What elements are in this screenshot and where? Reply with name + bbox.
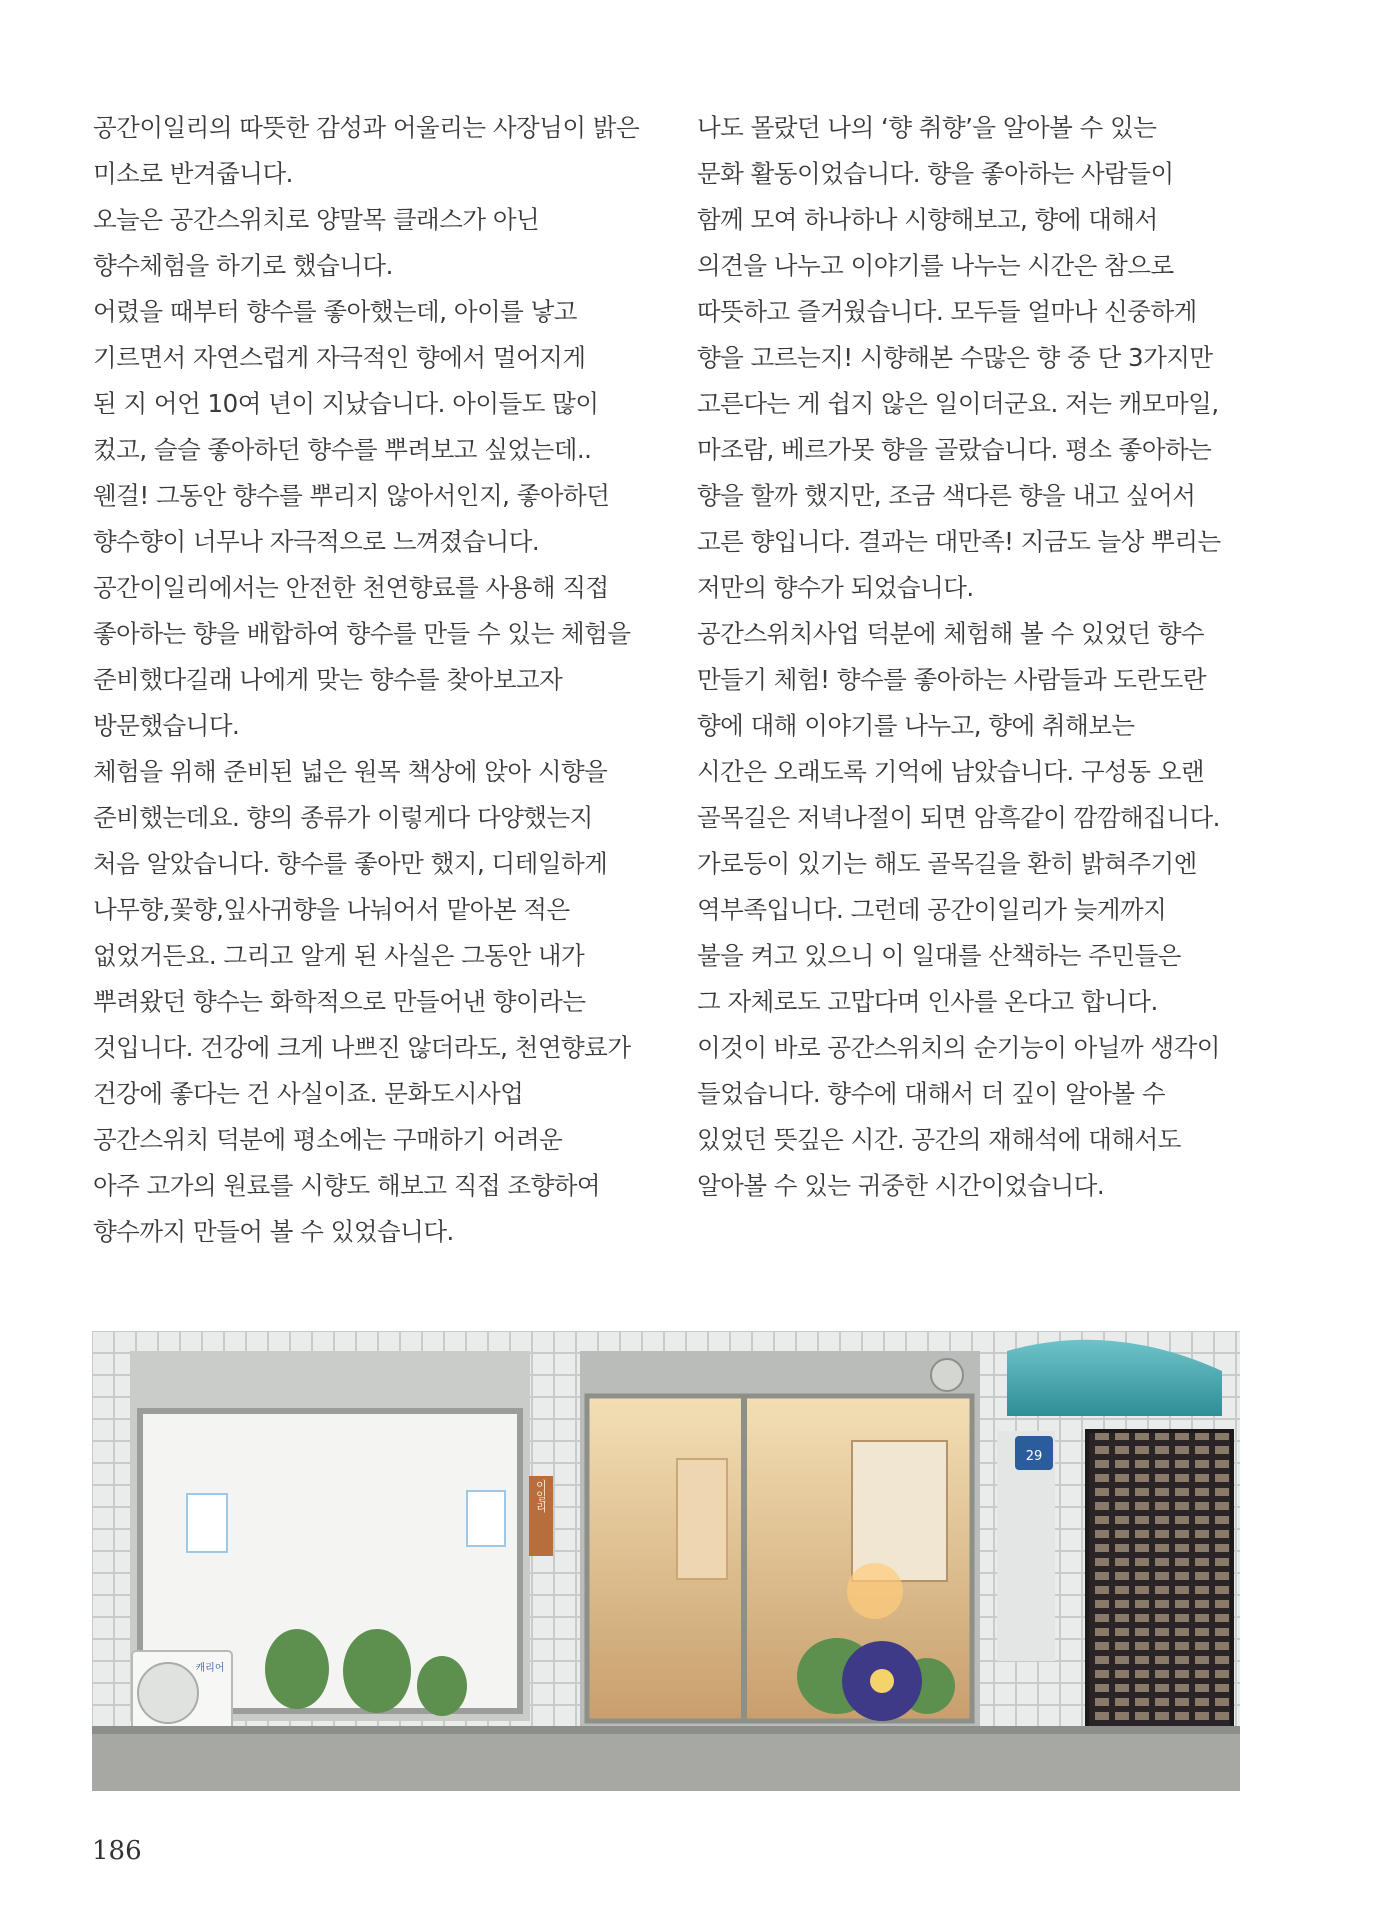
text-line: 좋아하는 향을 배합하여 향수를 만들 수 있는 체험을 [93,619,631,648]
text-line: 고른다는 게 쉽지 않은 일이더군요. 저는 캐모마일, [697,389,1219,418]
text-line: 준비했는데요. 향의 종류가 이렇게다 다양했는지 [93,803,593,832]
text-line: 이것이 바로 공간스위치의 순기능이 아닐까 생각이 [697,1033,1220,1062]
text-line: 골목길은 저녁나절이 되면 암흑같이 깜깜해집니다. [697,803,1220,832]
text-line: 향수까지 만들어 볼 수 있었습니다. [93,1217,454,1246]
text-line: 의견을 나누고 이야기를 나누는 시간은 참으로 [697,251,1174,280]
text-line: 체험을 위해 준비된 넓은 원목 책상에 앉아 시향을 [93,757,608,786]
text-line: 향수체험을 하기로 했습니다. [93,251,393,280]
text-line: 컸고, 슬슬 좋아하던 향수를 뿌려보고 싶었는데.. [93,435,592,464]
text-line: 역부족입니다. 그런데 공간이일리가 늦게까지 [697,895,1167,924]
text-line: 나무향,꽃향,잎사귀향을 나눠어서 맡아본 적은 [93,895,570,924]
storefront-photo [92,1331,1240,1791]
text-line: 향을 고르는지! 시향해본 수많은 향 중 단 3가지만 [697,343,1213,372]
text-line: 어렸을 때부터 향수를 좋아했는데, 아이를 낳고 [93,297,577,326]
text-line: 준비했다길래 나에게 맞는 향수를 찾아보고자 [93,665,563,694]
text-line: 함께 모여 하나하나 시향해보고, 향에 대해서 [697,205,1158,234]
house-number: 29 [1025,1449,1043,1464]
text-line: 된 지 어언 10여 년이 지났습니다. 아이들도 많이 [93,389,599,418]
text-line: 오늘은 공간스위치로 양말목 클래스가 아닌 [93,205,540,234]
text-line: 나도 몰랐던 나의 ‘향 취향’을 알아볼 수 있는 [697,113,1157,142]
text-line: 향에 대해 이야기를 나누고, 향에 취해보는 [697,711,1135,740]
text-line: 미소로 반겨줍니다. [93,159,293,188]
text-line: 저만의 향수가 되었습니다. [697,573,974,602]
text-line: 시간은 오래도록 기억에 남았습니다. 구성동 오랜 [697,757,1205,786]
text-line: 처음 알았습니다. 향수를 좋아만 했지, 디테일하게 [93,849,608,878]
article-right-column [697,105,1257,1209]
storefront-illustration [92,1331,1240,1791]
text-line: 알아볼 수 있는 귀중한 시간이었습니다. [697,1171,1105,1200]
text-line: 기르면서 자연스럽게 자극적인 향에서 멀어지게 [93,343,586,372]
article-left-column [93,105,640,1255]
shop-sign: 이일리 [534,1479,548,1513]
text-line: 것입니다. 건강에 크게 나쁘진 않더라도, 천연향료가 [93,1033,631,1062]
text-line: 건강에 좋다는 건 사실이죠. 문화도시사업 [93,1079,524,1108]
text-line: 문화 활동이었습니다. 향을 좋아하는 사람들이 [697,159,1174,188]
text-line: 있었던 뜻깊은 시간. 공간의 재해석에 대해서도 [697,1125,1181,1154]
text-line: 없었거든요. 그리고 알게 된 사실은 그동안 내가 [93,941,585,970]
text-line: 공간이일리의 따뜻한 감성과 어울리는 사장님이 밝은 [93,113,640,142]
text-line: 그 자체로도 고맙다며 인사를 온다고 합니다. [697,987,1158,1016]
text-line: 방문했습니다. [93,711,240,740]
text-line: 불을 켜고 있으니 이 일대를 산책하는 주민들은 [697,941,1181,970]
text-line: 들었습니다. 향수에 대해서 더 깊이 알아볼 수 [697,1079,1166,1108]
text-line: 공간이일리에서는 안전한 천연향료를 사용해 직접 [93,573,609,602]
text-line: 뿌려왔던 향수는 화학적으로 만들어낸 향이라는 [93,987,586,1016]
ac-brand: 캐리어 [195,1663,225,1674]
text-line: 웬걸! 그동안 향수를 뿌리지 않아서인지, 좋아하던 [93,481,610,510]
text-line: 고른 향입니다. 결과는 대만족! 지금도 늘상 뿌리는 [697,527,1221,556]
text-line: 공간스위치사업 덕분에 체험해 볼 수 있었던 향수 [697,619,1205,648]
text-line: 따뜻하고 즐거웠습니다. 모두들 얼마나 신중하게 [697,297,1197,326]
text-line: 향수향이 너무나 자극적으로 느껴졌습니다. [93,527,540,556]
text-line: 공간스위치 덕분에 평소에는 구매하기 어려운 [93,1125,563,1154]
text-line: 아주 고가의 원료를 시향도 해보고 직접 조향하여 [93,1171,601,1200]
text-line: 가로등이 있기는 해도 골목길을 환히 밝혀주기엔 [697,849,1197,878]
text-line: 만들기 체험! 향수를 좋아하는 사람들과 도란도란 [697,665,1207,694]
text-line: 마조람, 베르가못 향을 골랐습니다. 평소 좋아하는 [697,435,1212,464]
page-number: 186 [92,1836,142,1866]
text-line: 향을 할까 했지만, 조금 색다른 향을 내고 싶어서 [697,481,1196,510]
